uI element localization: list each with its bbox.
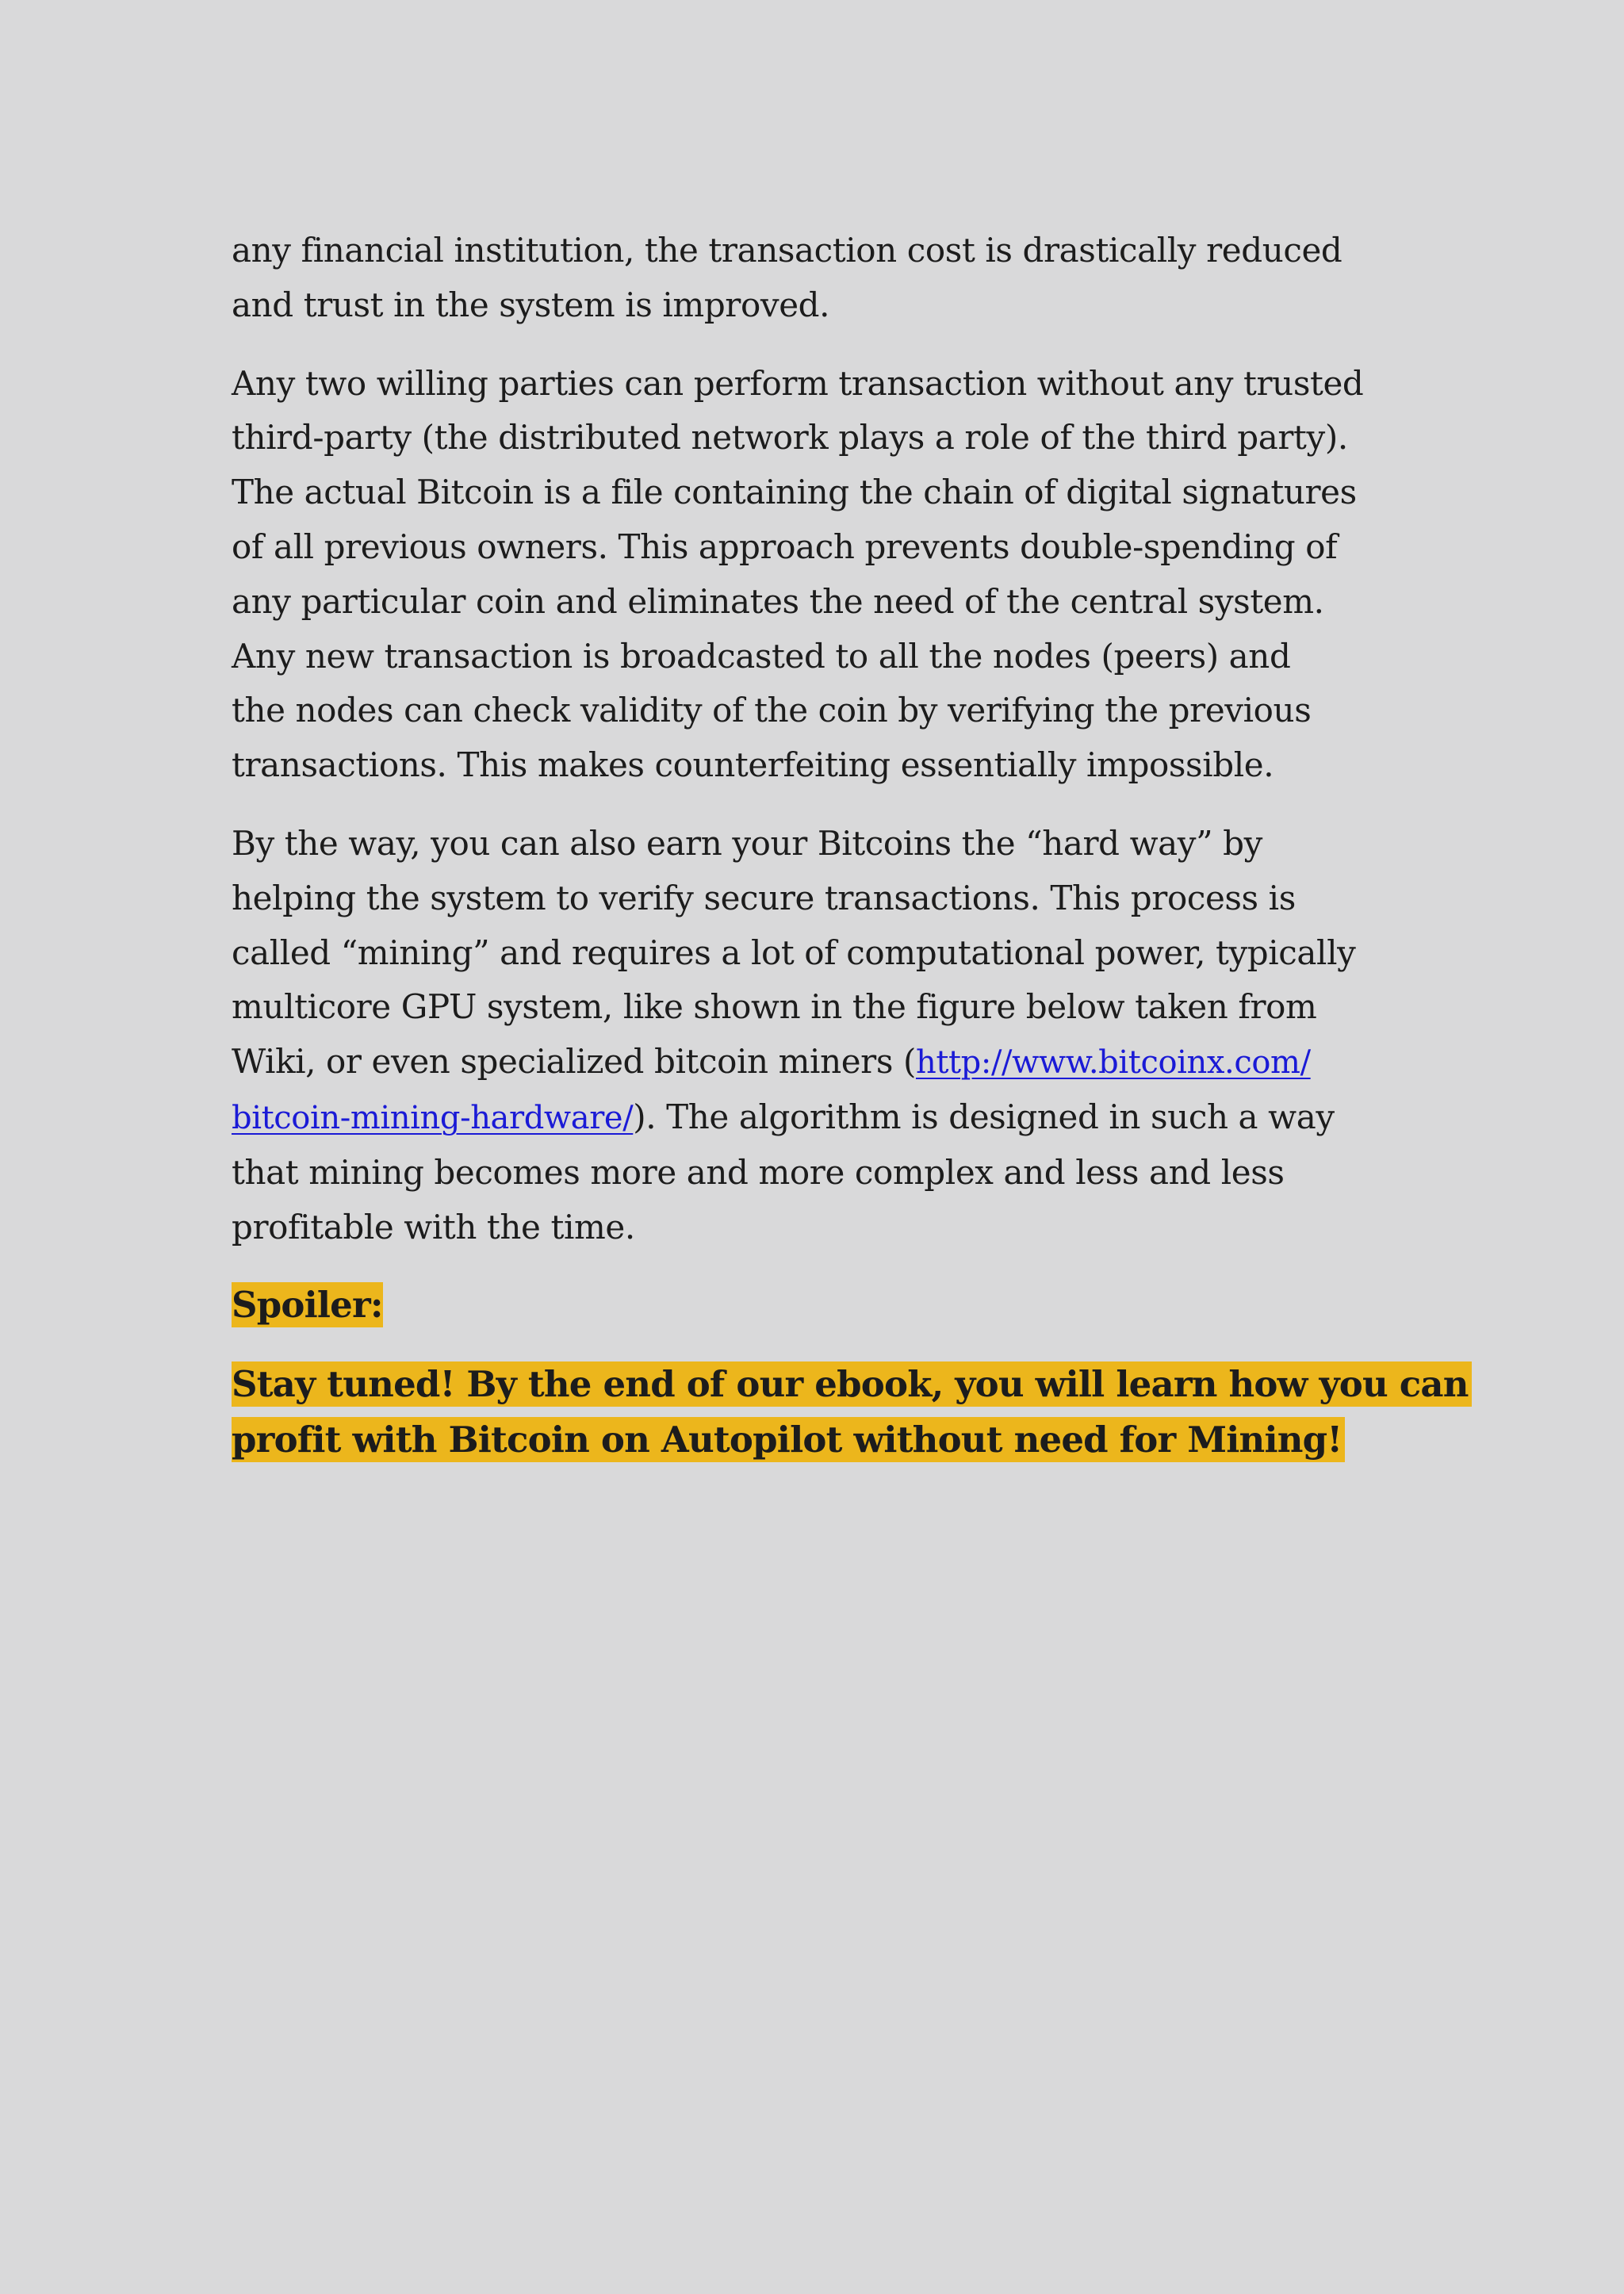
spoiler-message-line [232, 1413, 1389, 1469]
spoiler-message-text: Stay tuned! By the end of our ebook, you will learn how you can [232, 1361, 1472, 1407]
text-fragment: Wiki, or even specialized bitcoin miners ( [232, 1042, 916, 1082]
bitcoin-mining-hardware-link[interactable]: http://www.bitcoinx.com/ [915, 1044, 1311, 1082]
document-page [232, 224, 1469, 1492]
text-line: transactions. This makes counterfeiting essentially impossible. [232, 745, 1274, 785]
text-line: called “mining” and requires a lot of computational power, typically [232, 933, 1356, 972]
text-fragment: ). The algorithm is designed in such a way [633, 1097, 1335, 1136]
text-line: the nodes can check validity of the coin by verifying the previous [232, 691, 1312, 730]
spoiler-label: Spoiler: [232, 1284, 383, 1327]
text-line-with-link [232, 1090, 1389, 1146]
text-line: multicore GPU system, like shown in the figure below taken from [232, 987, 1317, 1027]
text-line: Any two willing parties can perform transaction without any trusted [232, 363, 1364, 403]
text-line: The actual Bitcoin is a file containing the chain of digital signatures [232, 473, 1357, 512]
spoiler-label-block [232, 1278, 1389, 1334]
text-line: any particular coin and eliminates the need of the central system. [232, 581, 1324, 621]
text-line: of all previous owners. This approach prevents double-spending of [232, 527, 1338, 566]
text-line: third-party (the distributed network plays a role of the third party). [232, 418, 1348, 458]
text-line-with-link [232, 1035, 1389, 1090]
text-line: any financial institution, the transaction cost is drastically reduced [232, 231, 1342, 270]
text-line: By the way, you can also earn your Bitcoins the “hard way” by [232, 823, 1262, 863]
text-line: that mining becomes more and more complex and less and less [232, 1152, 1285, 1192]
spoiler-message-text: profit with Bitcoin on Autopilot without need for Mining! [232, 1417, 1345, 1462]
text-line: and trust in the system is improved. [232, 285, 830, 324]
text-line: profitable with the time. [232, 1207, 635, 1247]
mining-paragraph [232, 817, 1389, 1254]
intro-paragraph [232, 224, 1389, 333]
text-line: Any new transaction is broadcasted to all the nodes (peers) and [232, 636, 1291, 676]
transaction-paragraph [232, 357, 1389, 793]
text-line: helping the system to verify secure transactions. This process is [232, 878, 1296, 917]
spoiler-message-line [232, 1358, 1469, 1413]
spoiler-message-block [232, 1358, 1469, 1469]
bitcoin-mining-hardware-link-continued[interactable]: bitcoin-mining-hardware/ [232, 1099, 634, 1136]
